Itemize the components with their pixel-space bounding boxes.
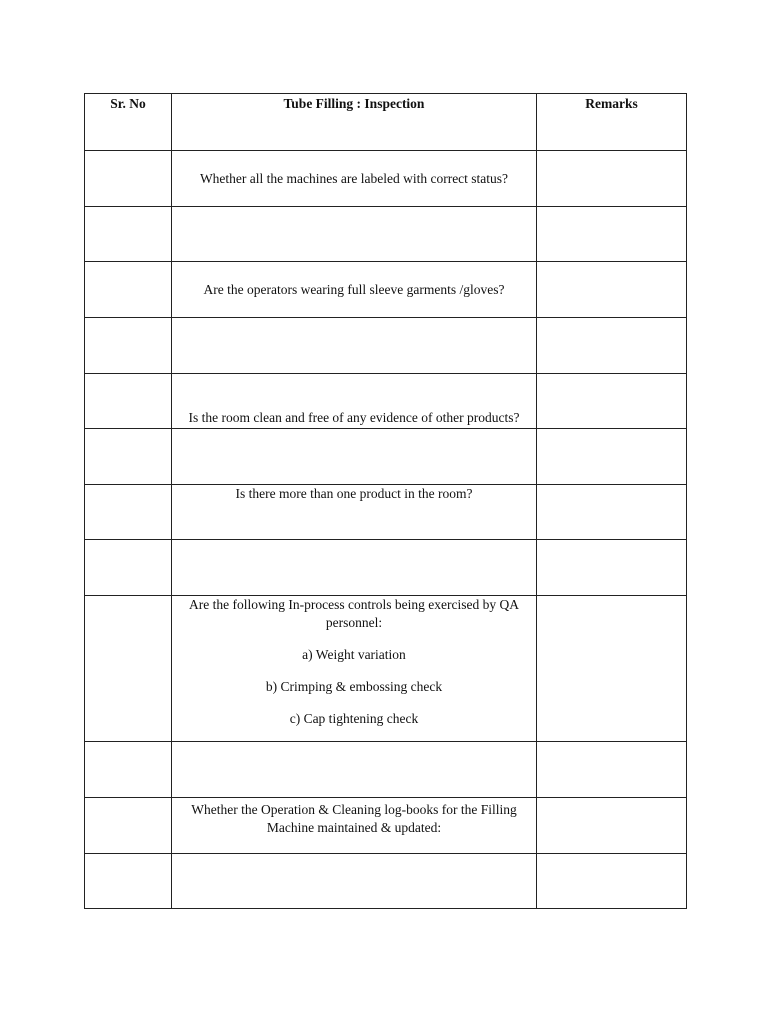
remarks-cell <box>537 596 687 742</box>
table-header-row <box>85 94 687 151</box>
sr-no-cell <box>85 742 172 798</box>
question-cell <box>172 429 537 485</box>
question-text: Are the following In-process controls being exercised by QA personnel: <box>189 597 519 630</box>
remarks-cell <box>537 374 687 429</box>
table-row <box>85 374 687 429</box>
table-row <box>85 151 687 207</box>
remarks-cell <box>537 798 687 854</box>
question-text: Whether all the machines are labeled with correct status? <box>199 170 509 186</box>
question-cell <box>172 742 537 798</box>
remarks-cell <box>537 429 687 485</box>
sr-no-cell <box>85 485 172 540</box>
question-cell <box>172 485 537 540</box>
sub-item-text: a) Weight variation <box>302 647 406 662</box>
table-row <box>85 854 687 909</box>
header-sr-no: Sr. No <box>85 94 172 151</box>
question-cell <box>172 318 537 374</box>
sub-item-text: b) Crimping & embossing check <box>265 679 443 694</box>
sr-no-cell <box>85 374 172 429</box>
question-cell <box>172 798 537 854</box>
remarks-cell <box>537 262 687 318</box>
sr-no-cell <box>85 151 172 207</box>
sr-no-cell <box>85 596 172 742</box>
remarks-cell <box>537 318 687 374</box>
table-row <box>85 429 687 485</box>
remarks-cell <box>537 540 687 596</box>
question-text: Are the operators wearing full sleeve garments /gloves? <box>203 281 505 297</box>
sr-no-cell <box>85 540 172 596</box>
header-remarks: Remarks <box>537 94 687 151</box>
question-cell <box>172 374 537 429</box>
question-text: Is there more than one product in the room? <box>235 486 473 501</box>
remarks-cell <box>537 151 687 207</box>
remarks-cell <box>537 854 687 909</box>
remarks-cell <box>537 485 687 540</box>
sr-no-cell <box>85 318 172 374</box>
question-cell <box>172 207 537 262</box>
question-text: Whether the Operation & Cleaning log-books for the Filling Machine maintained & updated: <box>191 802 517 835</box>
table-row <box>85 798 687 854</box>
table-row <box>85 318 687 374</box>
question-cell <box>172 854 537 909</box>
table-row <box>85 207 687 262</box>
table-row <box>85 262 687 318</box>
header-inspection: Tube Filling : Inspection <box>172 94 537 151</box>
sr-no-cell <box>85 429 172 485</box>
table-row <box>85 485 687 540</box>
question-cell <box>172 151 537 207</box>
question-cell <box>172 540 537 596</box>
remarks-cell <box>537 742 687 798</box>
question-cell <box>172 262 537 318</box>
sr-no-cell <box>85 798 172 854</box>
sr-no-cell <box>85 262 172 318</box>
inspection-checklist-table <box>84 93 687 909</box>
question-text: Is the room clean and free of any evidence of other products? <box>188 410 520 425</box>
sub-item-text: c) Cap tightening check <box>289 711 419 726</box>
question-cell <box>172 596 537 742</box>
table-row <box>85 540 687 596</box>
remarks-cell <box>537 207 687 262</box>
table-row <box>85 742 687 798</box>
sr-no-cell <box>85 207 172 262</box>
table-row <box>85 596 687 742</box>
sr-no-cell <box>85 854 172 909</box>
